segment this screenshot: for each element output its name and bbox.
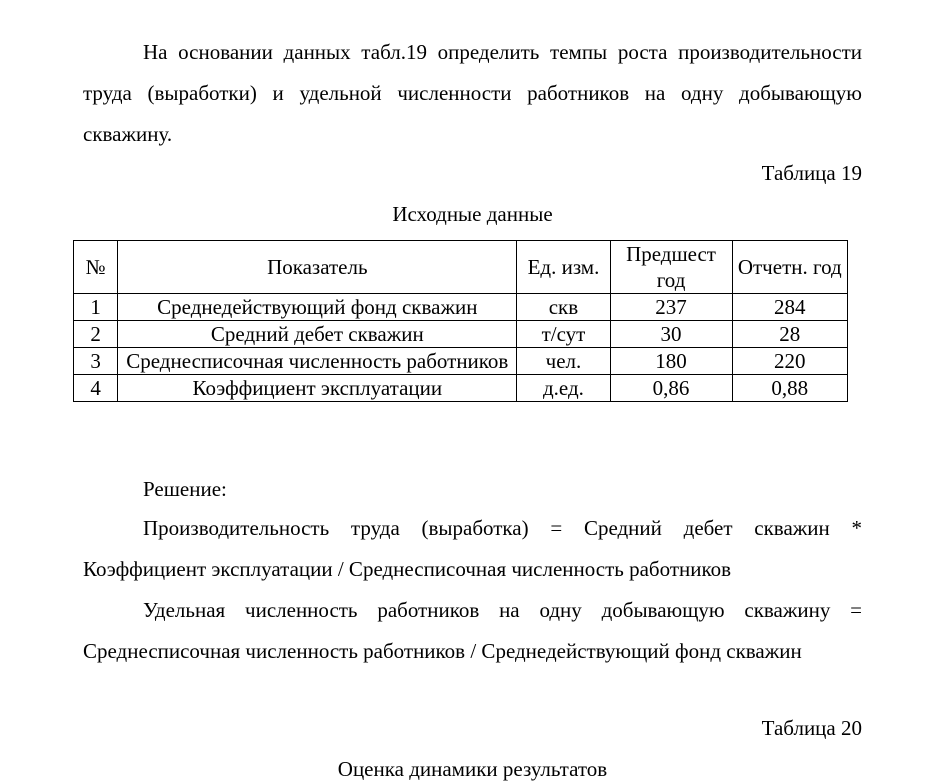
row-indicator: Средний дебет скважин xyxy=(118,321,517,348)
row-unit: чел. xyxy=(517,348,610,375)
formula-productivity: Производительность труда (выработка) = Средний дебет скважин * Коэффициент эксплуатации / Среднесписочная численность работников xyxy=(83,516,862,581)
source-data-table xyxy=(73,240,848,402)
table19-caption: Таблица 19 xyxy=(761,161,862,185)
table20-caption: Таблица 20 xyxy=(761,716,862,740)
table-row xyxy=(74,321,848,348)
row-cur: 28 xyxy=(732,321,847,348)
table-row xyxy=(74,375,848,402)
table-row xyxy=(74,294,848,321)
formula-specific-headcount: Удельная численность работников на одну добывающую скважину = Среднесписочная численность работников / Среднедействующий фонд скважин xyxy=(83,598,862,663)
header-unit: Ед. изм. xyxy=(517,241,610,294)
solution-label: Решение: xyxy=(143,477,227,501)
row-cur: 220 xyxy=(732,348,847,375)
row-prev: 0,86 xyxy=(610,375,732,402)
table-row xyxy=(74,348,848,375)
header-num: № xyxy=(74,241,118,294)
row-num: 4 xyxy=(74,375,118,402)
row-num: 3 xyxy=(74,348,118,375)
row-unit: скв xyxy=(517,294,610,321)
row-unit: д.ед. xyxy=(517,375,610,402)
row-unit: т/сут xyxy=(517,321,610,348)
row-num: 2 xyxy=(74,321,118,348)
row-prev: 237 xyxy=(610,294,732,321)
header-current-year: Отчетн. год xyxy=(732,241,847,294)
task-paragraph: На основании данных табл.19 определить темпы роста производительности труда (выработки) и удельной численности работников на одну добывающую скважину. xyxy=(83,40,862,146)
row-indicator: Среднедействующий фонд скважин xyxy=(118,294,517,321)
row-cur: 284 xyxy=(732,294,847,321)
row-prev: 30 xyxy=(610,321,732,348)
table-header-row xyxy=(74,241,848,294)
row-cur: 0,88 xyxy=(732,375,847,402)
row-prev: 180 xyxy=(610,348,732,375)
row-indicator: Коэффициент эксплуатации xyxy=(118,375,517,402)
row-indicator: Среднесписочная численность работников xyxy=(118,348,517,375)
header-indicator: Показатель xyxy=(118,241,517,294)
table20-title: Оценка динамики результатов xyxy=(337,757,608,781)
header-prev-year: Предшест год xyxy=(610,241,732,294)
table19-title: Исходные данные xyxy=(392,202,553,226)
row-num: 1 xyxy=(74,294,118,321)
